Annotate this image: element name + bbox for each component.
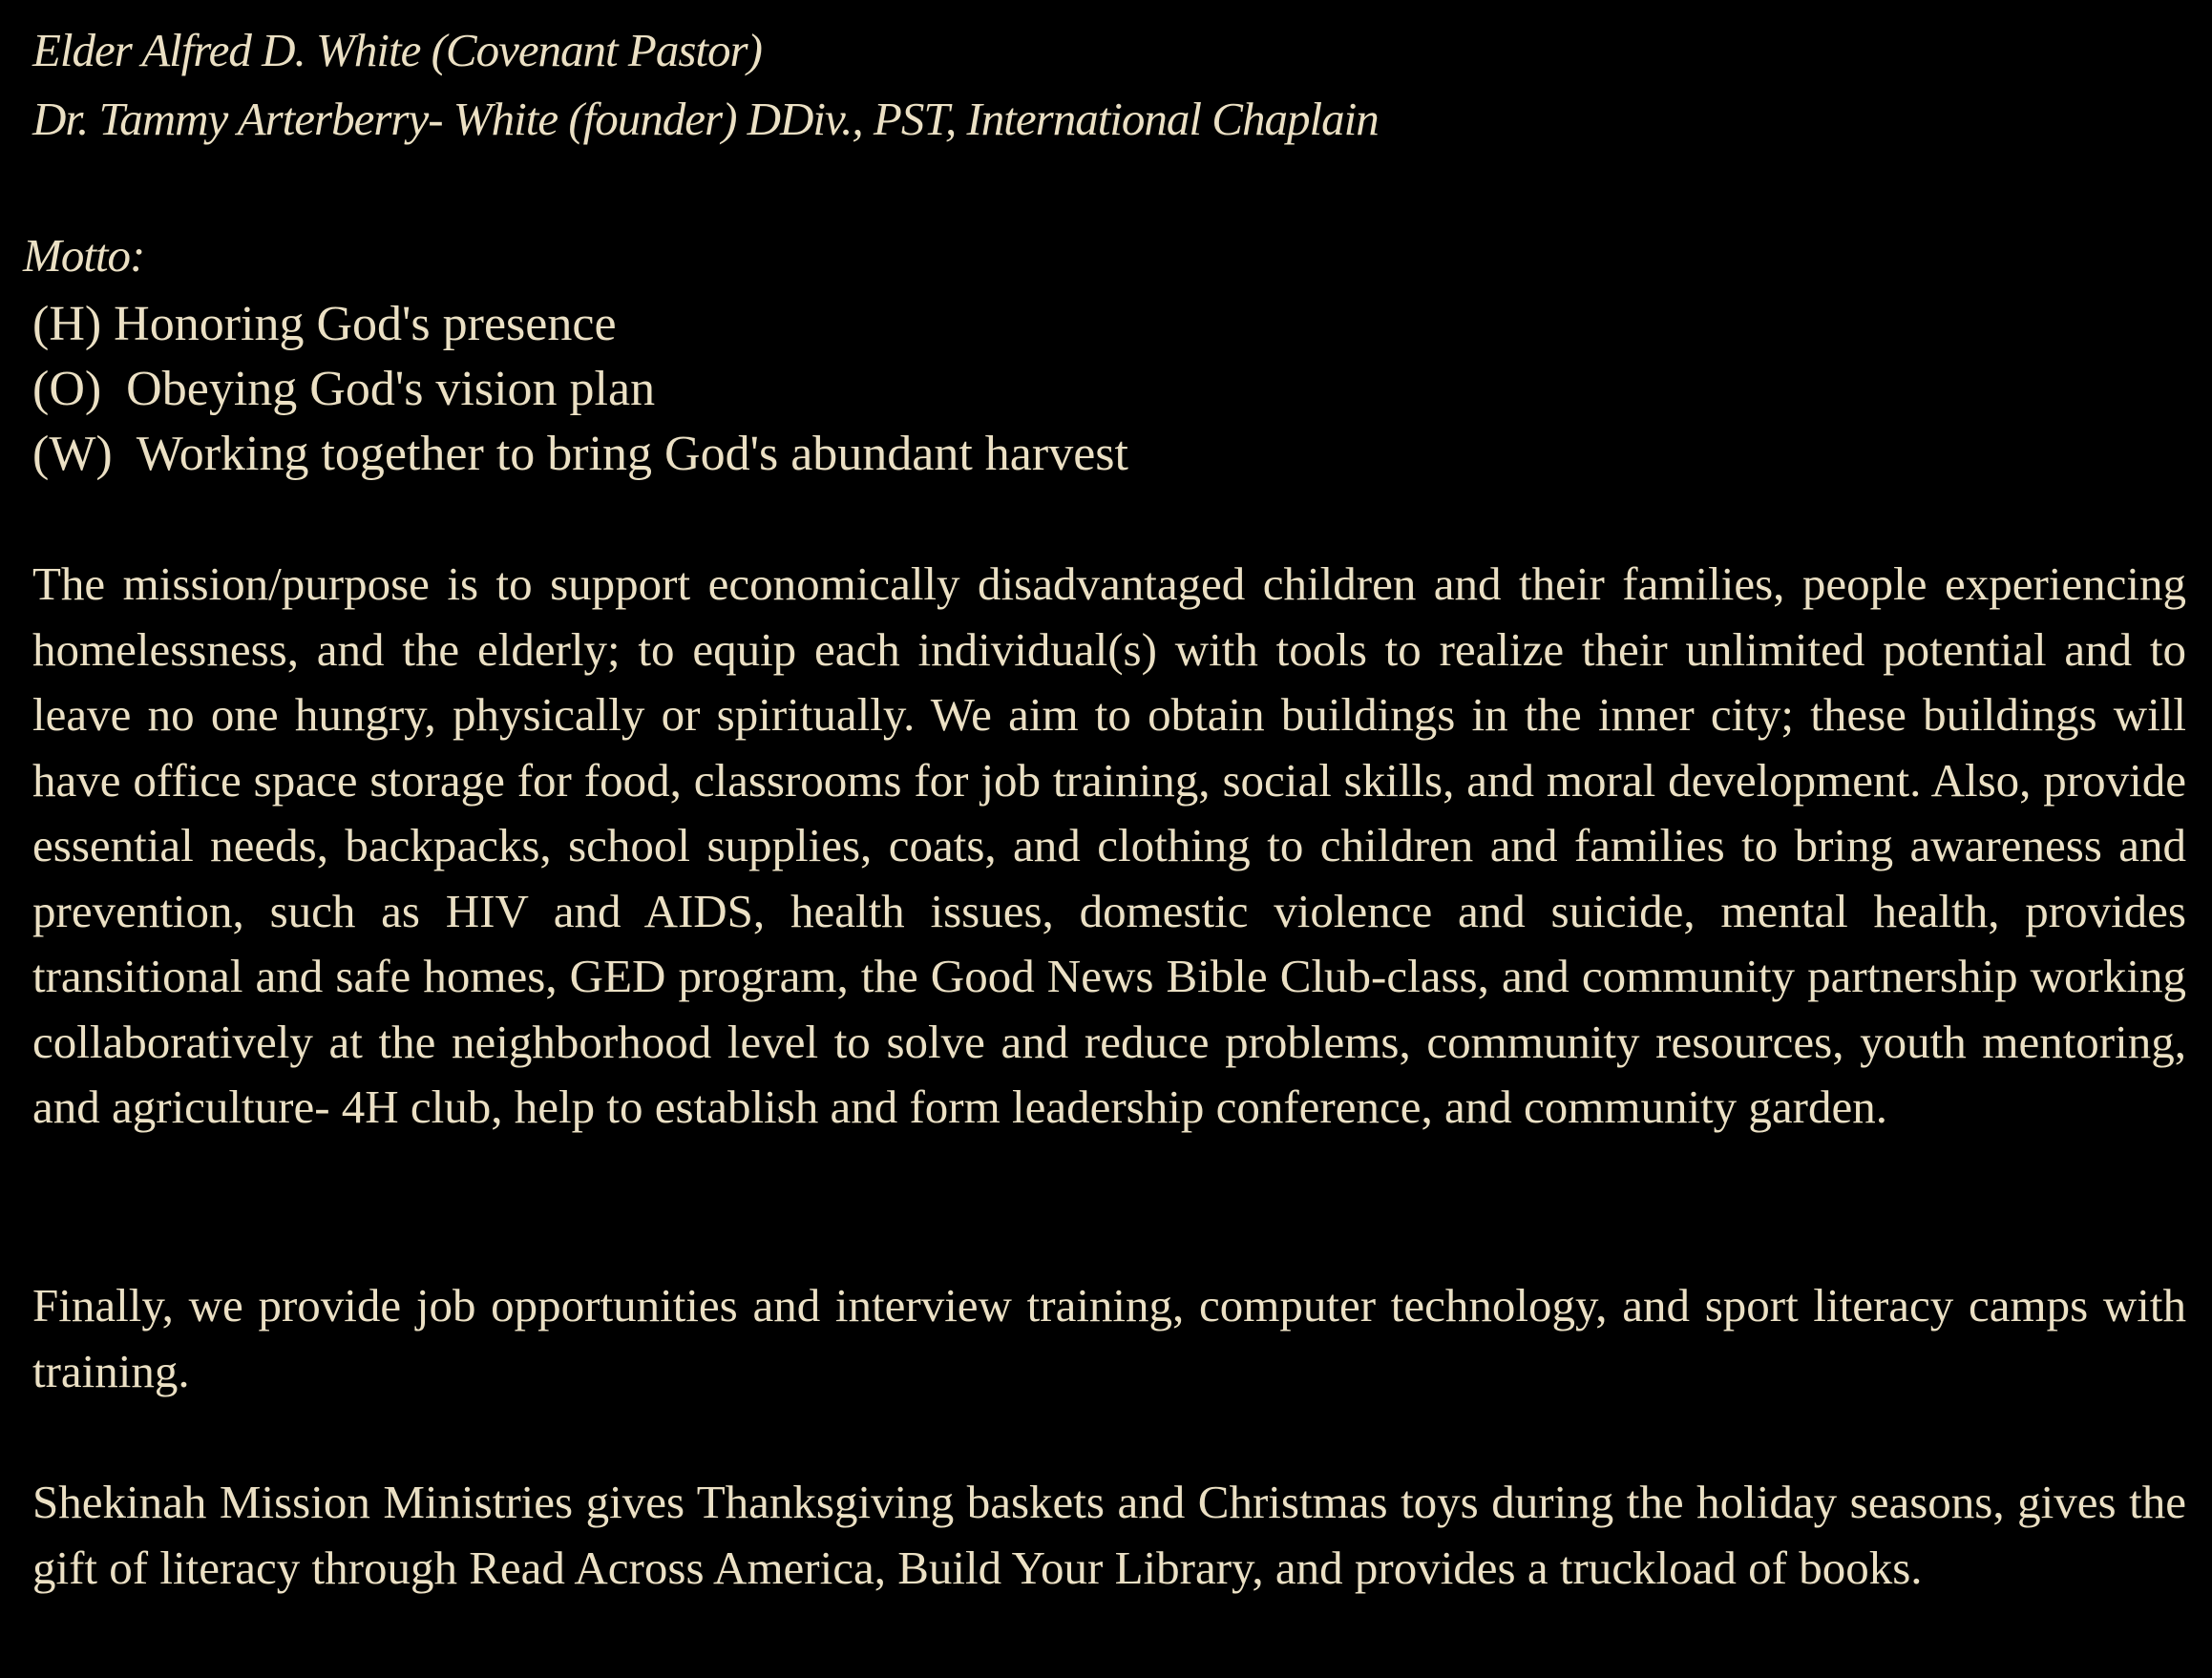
motto-item-honoring: (H) Honoring God's presence xyxy=(32,297,617,351)
covenant-pastor-line: Elder Alfred D. White (Covenant Pastor) xyxy=(32,24,762,76)
services-paragraph: Finally, we provide job opportunities and interview training, computer technology, and sport literacy camps with training. xyxy=(32,1279,2186,1397)
motto-label: Motto: xyxy=(23,229,145,282)
founder-line: Dr. Tammy Arterberry- White (founder) DDiv., PST, International Chaplain xyxy=(32,93,1379,145)
motto-item-working: (W) Working together to bring God's abundant harvest xyxy=(32,427,1128,481)
holiday-literacy-paragraph: Shekinah Mission Ministries gives Thanksgiving baskets and Christmas toys during the holiday seasons, gives the gift of literacy through Read Across America, Build Your Library, and provides a truckload of books. xyxy=(32,1476,2186,1594)
mission-paragraph: The mission/purpose is to support economically disadvantaged children and their families, people experiencing homelessness, and the elderly; to equip each individual(s) with tools to realize their unlimited potential and to leave no one hungry, physically or spiritually. We aim to obtain buildings in the inner city; these buildings will have office space storage for food, classrooms for job training, social skills, and moral development. Also, provide essential needs, backpacks, school supplies, coats, and clothing to children and families to bring awareness and prevention, such as HIV and AIDS, health issues, domestic violence and suicide, mental health, provides transitional and safe homes, GED program, the Good News Bible Club-class, and community partnership working collaboratively at the neighborhood level to solve and reduce problems, community resources, youth mentoring, and agriculture- 4H club, help to establish and form leadership conference, and community garden. xyxy=(32,557,2186,1133)
motto-item-obeying: (O) Obeying God's vision plan xyxy=(32,362,656,416)
motto-list xyxy=(32,292,1128,487)
